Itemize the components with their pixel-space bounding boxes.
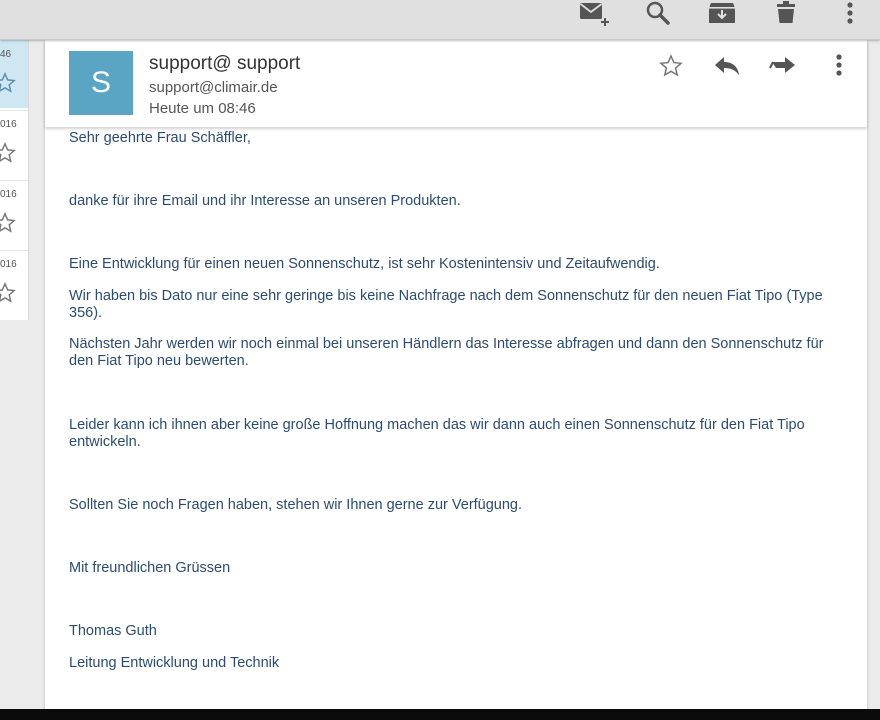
star-icon[interactable]	[0, 212, 16, 239]
search-button[interactable]	[640, 0, 676, 28]
overflow-menu-icon	[835, 53, 843, 84]
delete-icon	[775, 1, 797, 27]
message-overflow-button[interactable]	[819, 50, 859, 86]
star-icon[interactable]	[0, 142, 16, 169]
list-divider	[0, 180, 28, 181]
list-item-date: 016	[0, 189, 17, 200]
sender-email: support@climair.de	[149, 79, 278, 96]
signature-title: Leitung Entwicklung und Technik	[69, 655, 280, 671]
body-paragraph: Mit freundlichen Grüssen	[69, 560, 231, 576]
body-paragraph: danke für ihre Email und ihr Interesse an unseren Produkten.	[69, 193, 461, 209]
overflow-menu-icon	[846, 1, 854, 27]
signature-name: Thomas Guth	[69, 623, 157, 639]
sender-name: support@ support	[149, 53, 301, 74]
sent-time: Heute um 08:46	[149, 100, 256, 117]
forward-button[interactable]	[763, 50, 803, 86]
list-item-date: 46	[0, 49, 12, 60]
reply-icon	[713, 54, 741, 83]
star-icon	[659, 54, 683, 83]
list-item-date: 016	[0, 259, 17, 270]
overflow-menu-button[interactable]	[832, 0, 868, 28]
body-paragraph: Eine Entwicklung für einen neuen Sonnenschutz, ist sehr Kostenintensiv und Zeitaufwendig.	[69, 256, 660, 272]
list-divider	[0, 110, 28, 111]
compose-button[interactable]	[576, 0, 612, 28]
system-nav-bar	[0, 709, 880, 720]
message-list	[0, 40, 29, 320]
star-button[interactable]	[651, 50, 691, 86]
star-icon[interactable]	[0, 282, 16, 309]
list-item-date: 016	[0, 119, 17, 130]
star-icon[interactable]	[0, 72, 16, 99]
message-header	[45, 40, 867, 127]
message-view	[45, 40, 867, 720]
action-bar	[0, 0, 880, 40]
body-paragraph: Leider kann ich ihnen aber keine große Hoffnung machen das wir dann auch einen Sonnenschutz für den Fiat Tipo entwickeln.	[69, 417, 805, 450]
archive-button[interactable]	[704, 0, 740, 28]
body-paragraph: Nächsten Jahr werden wir noch einmal bei unseren Händlern das Interesse abfragen und dann den Sonnenschutz für den Fiat Tipo neu bewerten.	[69, 336, 824, 369]
archive-icon	[708, 1, 736, 27]
delete-button[interactable]	[768, 0, 804, 28]
body-paragraph: Wir haben bis Dato nur eine sehr geringe bis keine Nachfrage nach dem Sonnenschutz für den neuen Fiat Tipo (Type 356).	[69, 288, 823, 321]
search-icon	[645, 1, 671, 27]
reply-button[interactable]	[707, 50, 747, 86]
forward-icon	[768, 54, 798, 83]
list-divider	[0, 250, 28, 251]
compose-icon	[578, 1, 610, 27]
body-paragraph: Sollten Sie noch Fragen haben, stehen wir Ihnen gerne zur Verfügung.	[69, 497, 523, 513]
avatar[interactable]: S	[69, 51, 133, 115]
body-paragraph: Sehr geehrte Frau Schäffler,	[69, 130, 251, 146]
